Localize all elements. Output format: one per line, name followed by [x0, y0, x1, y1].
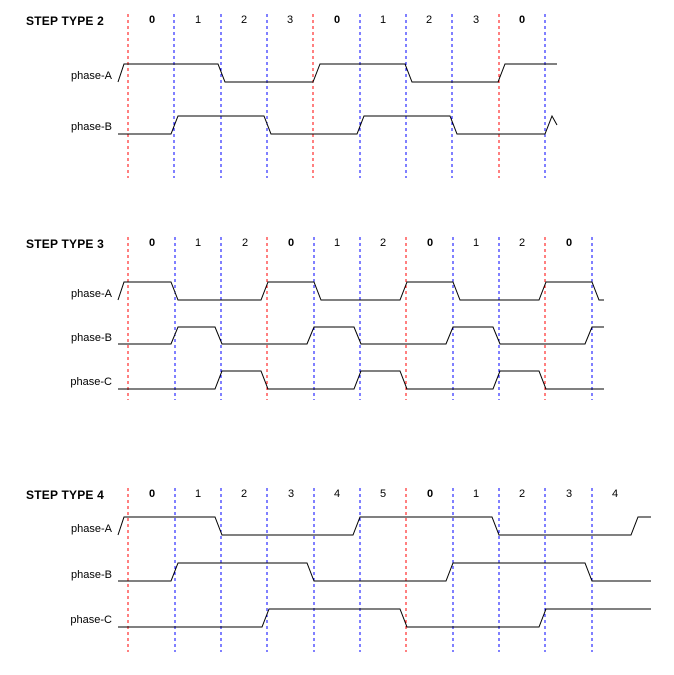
signal-label-phase-B: phase-B — [71, 569, 112, 581]
step-number: 2 — [240, 488, 248, 500]
signal-label-phase-A: phase-A — [71, 523, 112, 535]
signal-waveform-phase-C — [118, 371, 604, 389]
step-number: 5 — [379, 488, 387, 500]
step-number: 0 — [426, 237, 434, 249]
signal-waveform-phase-A — [118, 64, 557, 82]
step-number: 0 — [565, 237, 573, 249]
step-number: 2 — [518, 488, 526, 500]
step-number: 2 — [379, 237, 387, 249]
step-number: 0 — [333, 14, 341, 26]
signal-waveform-phase-C — [118, 609, 651, 627]
step-number: 1 — [194, 237, 202, 249]
step-number: 3 — [565, 488, 573, 500]
signal-waveform-phase-B — [118, 116, 557, 134]
step-number: 4 — [333, 488, 341, 500]
step-number: 4 — [611, 488, 619, 500]
block-title: STEP TYPE 2 — [26, 14, 105, 28]
step-number: 0 — [287, 237, 295, 249]
step-number: 1 — [379, 14, 387, 26]
step-number: 2 — [518, 237, 526, 249]
block-title: STEP TYPE 4 — [26, 488, 105, 502]
step-number: 1 — [472, 488, 480, 500]
step-number: 0 — [148, 14, 156, 26]
signal-label-phase-B: phase-B — [71, 332, 112, 344]
step-number: 2 — [241, 237, 249, 249]
step-number: 3 — [286, 14, 294, 26]
step-number: 3 — [472, 14, 480, 26]
signal-waveform-phase-B — [118, 327, 604, 344]
step-number: 0 — [148, 488, 156, 500]
signal-waveform-phase-B — [118, 563, 651, 581]
signal-label-phase-C: phase-C — [70, 614, 112, 626]
step-number: 1 — [472, 237, 480, 249]
signal-label-phase-A: phase-A — [71, 288, 112, 300]
step-number: 3 — [287, 488, 295, 500]
signal-label-phase-C: phase-C — [70, 376, 112, 388]
signal-label-phase-A: phase-A — [71, 70, 112, 82]
block-title: STEP TYPE 3 — [26, 237, 105, 251]
signal-label-phase-B: phase-B — [71, 121, 112, 133]
step-number: 0 — [518, 14, 526, 26]
signal-waveform-phase-A — [118, 517, 651, 535]
step-number: 0 — [426, 488, 434, 500]
step-number: 1 — [194, 488, 202, 500]
step-number: 2 — [425, 14, 433, 26]
signal-waveform-phase-A — [118, 282, 604, 300]
step-number: 1 — [333, 237, 341, 249]
step-number: 1 — [194, 14, 202, 26]
step-number: 2 — [240, 14, 248, 26]
step-number: 0 — [148, 237, 156, 249]
